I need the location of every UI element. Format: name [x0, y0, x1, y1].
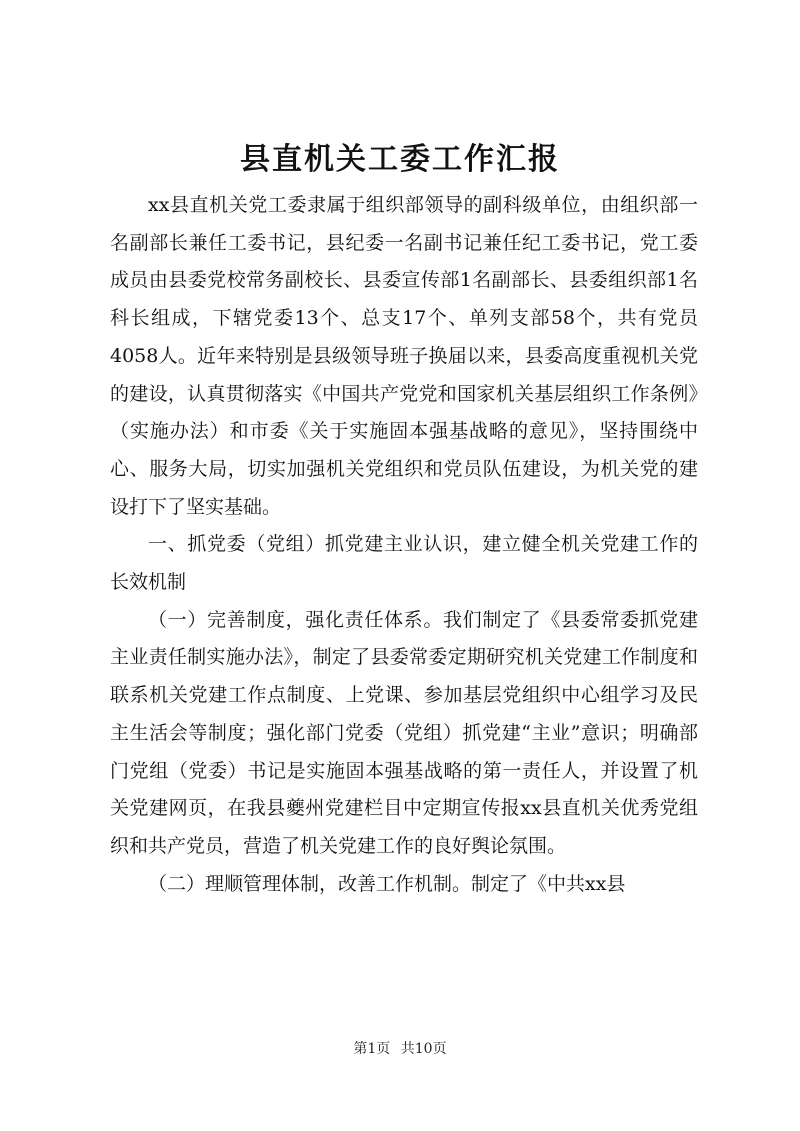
paragraph-subsection-two: （二）理顺管理体制，改善工作机制。制定了《中共xx县: [148, 872, 626, 895]
paragraph-section-heading: 一、抓党委（党组）抓党建主业认识，建立健全机关党建工作的长效机制: [110, 533, 698, 594]
paragraph-intro: xx县直机关党工委隶属于组织部领导的副科级单位，由组织部一名副部长兼任工委书记，县纪委一名副书记兼任纪工委书记，党工委成员由县委党校常务副校长、县委宣传部1名副部长、县委组织部1名科长组成，下辖党委13个、总支17个、单列支部58个，共有党员4058人。近年来特别是县级领导班子换届以来，县委高度重视机关党的建设，认真贯彻落实《中国共产党党和国家机关基层组织工作条例》（实施办法）和市委《关于实施固本强基战略的意见》，坚持围绕中心、服务大局，切实加强机关党组织和党员队伍建设，为机关党的建设打下了坚实基础。: [110, 194, 698, 518]
paragraph-subsection-one: （一）完善制度，强化责任体系。我们制定了《县委常委抓党建主业责任制实施办法》，制定了县委常委定期研究机关党建工作制度和联系机关党建工作点制度、上党课、参加基层党组织中心组学习及民主生活会等制度；强化部门党委（党组）抓党建“主业”意识；明确部门党组（党委）书记是实施固本强基战略的第一责任人，并设置了机关党建网页，在我县夔州党建栏目中定期宣传报xx县直机关优秀党组织和共产党员，营造了机关党建工作的良好舆论氛围。: [110, 608, 698, 857]
page-footer: [0, 1039, 800, 1059]
document-body: [110, 187, 698, 903]
document-title: 县直机关工委工作汇报: [240, 142, 560, 177]
page-number: 第1页: [353, 1041, 391, 1057]
page-total: 共10页: [400, 1041, 447, 1057]
